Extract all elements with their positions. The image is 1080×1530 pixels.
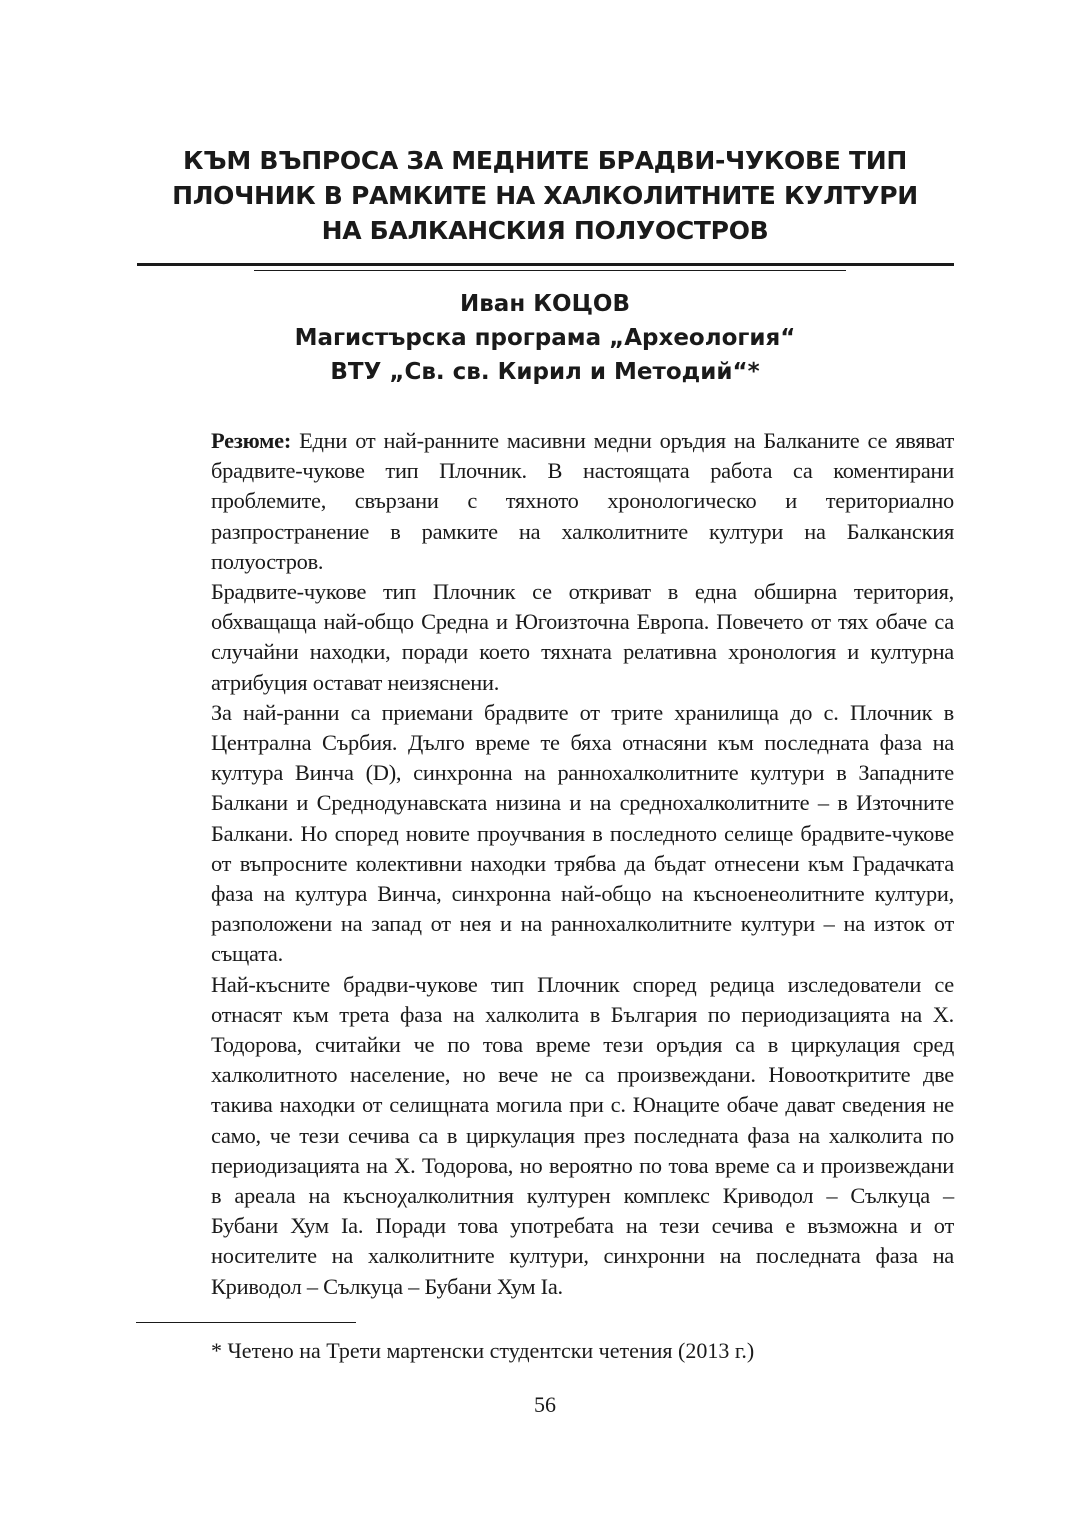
author-program: Магистърска програма „Археология“ (294, 325, 796, 351)
footnote: * Четено на Трети мартенски студентски четения (2013 г.) (211, 1338, 755, 1363)
title-rule-thin (254, 270, 846, 271)
title-line-2: ПЛОЧНИК В РАМКИТЕ НА ХАЛКОЛИТНИТЕ КУЛТУРИ (172, 181, 918, 210)
author-name: Иван КОЦОВ (460, 291, 630, 317)
footnote-separator (136, 1322, 356, 1323)
article-title (140, 143, 950, 248)
abstract-paragraph-4: Най-късните брадви-чукове тип Плочник според редица изследователи се отнасят към трета фаза на халколита в България по периодизацията на Х. Тодорова, считайки че по това време тези оръдия са в циркулация сред халколитното население, но вече не са произвеждани. Новооткритите две такива находки от селищната могила при с. Юнаците обаче дават сведения не само, че тези сечива са в циркулация през последната фаза на халколита по периодизацията на Х. Тодорова, но вероятно по това време са и произвеждани в ареала на късноχалколитния културен комплекс Криводол – Сълкуца – Бубани Хум Iа. Поради това употребата на тези сечива е възможна и от носителите на халколитните култури, синхронни на последната фаза на Криводол – Сълкуца – Бубани Хум Iа. (211, 971, 954, 1299)
abstract-paragraph-3: За най-ранни са приемани брадвите от трите хранилища до с. Плочник в Централна Сърбия. Дълго време те бяха отнасяни към последната фаза на култура Винча (D), синхронна на раннохалколитните култури в Западните Балкани и Среднодунавската низина и на среднохалколитните – в Източните Балкани. Но според новите проучвания в последното селище брадвите-чукове от въпросните колективни находки трябва да бъдат отнесени към Градачката фаза на култура Винча, синхронна най-общо на късноенеолитните култури, разположени на запад от нея и на раннохалколитните култури – на изток от същата. (211, 699, 954, 967)
title-line-3: НА БАЛКАНСКИЯ ПОЛУОСТРОВ (321, 216, 769, 245)
abstract (211, 426, 954, 1302)
title-line-1: КЪМ ВЪПРОСА ЗА МЕДНИТЕ БРАДВИ-ЧУКОВЕ ТИП (183, 146, 907, 175)
abstract-label: Резюме: (211, 428, 292, 453)
title-rule-thick (137, 263, 954, 266)
abstract-paragraph-1 (211, 426, 954, 577)
page-number: 56 (534, 1392, 556, 1417)
abstract-paragraph-2: Брадвите-чукове тип Плочник се откриват в една обширна територия, обхващаща най-общо Средна и Югоизточна Европа. Повечето от тях обаче са случайни находки, поради което тяхната релативна хронология и културна атрибуция остават неизяснени. (211, 579, 954, 695)
abstract-paragraph-1-text: Едни от най-ранните масивни медни оръдия на Балканите се явяват брадвите-чукове тип Плочник. В настоящата работа са коментирани проблемите, свързани с тяхното хронологическо и териториално разпространение в рамките на халколитните култури на Балканския полуостров. (211, 428, 954, 574)
author-block (140, 287, 950, 389)
author-university: ВТУ „Св. св. Кирил и Методий“* (330, 359, 760, 385)
